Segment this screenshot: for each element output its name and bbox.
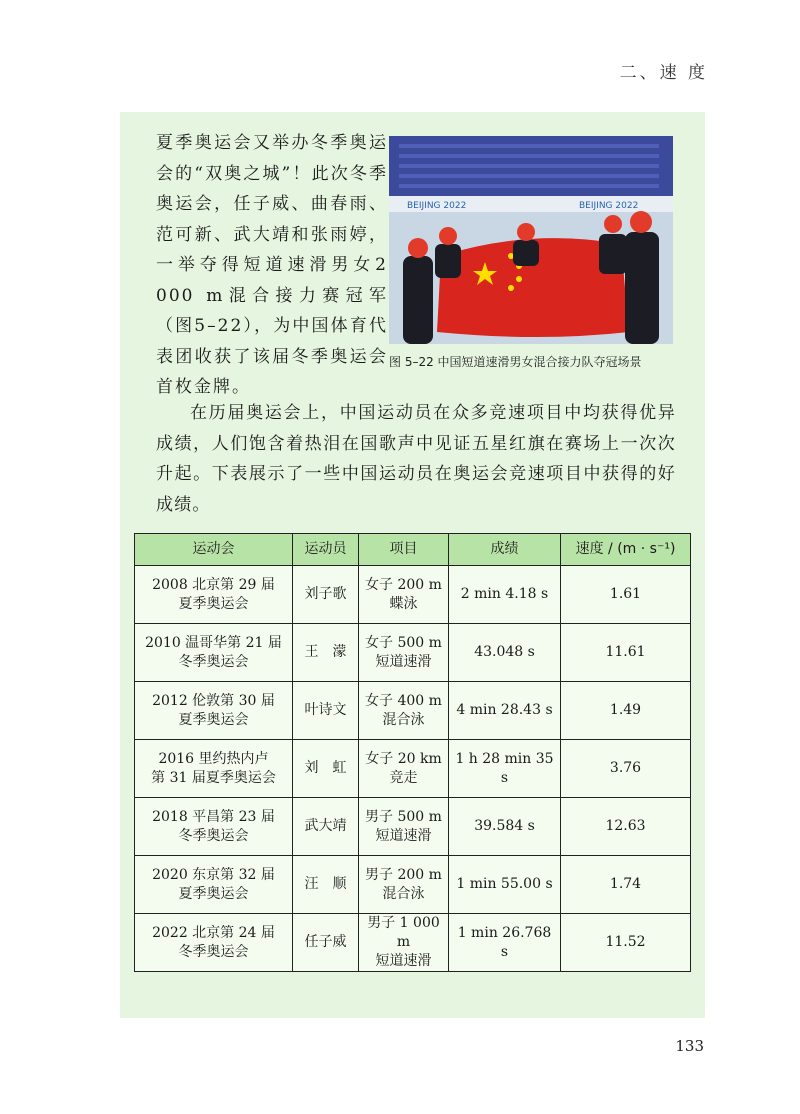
games-cell: 2010 温哥华第 21 届 冬季奥运会 xyxy=(135,624,293,682)
result-cell: 39.584 s xyxy=(449,798,561,856)
header-athlete: 运动员 xyxy=(293,534,359,566)
table-row xyxy=(135,740,691,798)
speed-cell: 12.63 xyxy=(561,798,691,856)
header-games: 运动会 xyxy=(135,534,293,566)
figure-caption: 图 5–22 中国短道速滑男女混合接力队夺冠场景 xyxy=(389,355,642,369)
event-cell: 女子 400 m 混合泳 xyxy=(359,682,449,740)
athlete-cell: 王 濛 xyxy=(293,624,359,682)
event-cell: 女子 500 m 短道速滑 xyxy=(359,624,449,682)
header-speed: 速度 / (m · s⁻¹) xyxy=(561,534,691,566)
table-row xyxy=(135,856,691,914)
athlete-cell: 叶诗文 xyxy=(293,682,359,740)
event-cell: 男子 200 m 混合泳 xyxy=(359,856,449,914)
athlete-cell: 任子威 xyxy=(293,914,359,972)
games-cell: 2012 伦敦第 30 届 夏季奥运会 xyxy=(135,682,293,740)
section-header: 二、速 度 xyxy=(619,63,708,83)
athlete-cell: 武大靖 xyxy=(293,798,359,856)
speed-records-table xyxy=(134,533,691,972)
table-row xyxy=(135,566,691,624)
event-cell: 男子 500 m 短道速滑 xyxy=(359,798,449,856)
banner-text: BEIJING 2022 xyxy=(407,201,467,211)
header-result: 成绩 xyxy=(449,534,561,566)
games-cell: 2020 东京第 32 届 夏季奥运会 xyxy=(135,856,293,914)
games-cell: 2022 北京第 24 届 冬季奥运会 xyxy=(135,914,293,972)
table-header-row xyxy=(135,534,691,566)
speed-cell: 11.61 xyxy=(561,624,691,682)
athlete-cell: 汪 顺 xyxy=(293,856,359,914)
games-cell: 2018 平昌第 23 届 冬季奥运会 xyxy=(135,798,293,856)
relay-team-photo xyxy=(389,136,673,344)
result-cell: 4 min 28.43 s xyxy=(449,682,561,740)
games-cell: 2008 北京第 29 届 夏季奥运会 xyxy=(135,566,293,624)
event-cell: 女子 20 km 竞走 xyxy=(359,740,449,798)
speed-cell: 1.61 xyxy=(561,566,691,624)
speed-cell: 1.74 xyxy=(561,856,691,914)
event-cell: 男子 1 000 m 短道速滑 xyxy=(359,914,449,972)
banner-text-right: BEIJING 2022 xyxy=(579,201,639,211)
athlete-cell: 刘子歌 xyxy=(293,566,359,624)
result-cell: 43.048 s xyxy=(449,624,561,682)
speed-cell: 11.52 xyxy=(561,914,691,972)
event-cell: 女子 200 m 蝶泳 xyxy=(359,566,449,624)
page-number: 133 xyxy=(675,1037,704,1055)
body-paragraph: 在历届奥运会上，中国运动员在众多竞速项目中均获得优异成绩，人们饱含着热泪在国歌声中见证五星红旗在赛场上一次次升起。下表展示了一些中国运动员在奥运会竞速项目中获得的好成绩。 xyxy=(156,403,676,515)
header-event: 项目 xyxy=(359,534,449,566)
games-cell: 2016 里约热内卢 第 31 届夏季奥运会 xyxy=(135,740,293,798)
athlete-cell: 刘 虹 xyxy=(293,740,359,798)
intro-paragraph: 夏季奥运会又举办冬季奥运会的“双奥之城”！此次冬季奥运会，任子威、曲春雨、范可新、武大靖和张雨婷，一举夺得短道速滑男女2 000 m混合接力赛冠军（图5–22），为中国体育代表团收获了该届冬季奥运会首枚金牌。 xyxy=(156,133,388,397)
table-row xyxy=(135,624,691,682)
result-cell: 1 min 26.768 s xyxy=(449,914,561,972)
table-row xyxy=(135,914,691,972)
result-cell: 1 h 28 min 35 s xyxy=(449,740,561,798)
table-row xyxy=(135,798,691,856)
table-row xyxy=(135,682,691,740)
result-cell: 1 min 55.00 s xyxy=(449,856,561,914)
photo-illustration xyxy=(389,136,673,344)
speed-cell: 1.49 xyxy=(561,682,691,740)
speed-cell: 3.76 xyxy=(561,740,691,798)
result-cell: 2 min 4.18 s xyxy=(449,566,561,624)
